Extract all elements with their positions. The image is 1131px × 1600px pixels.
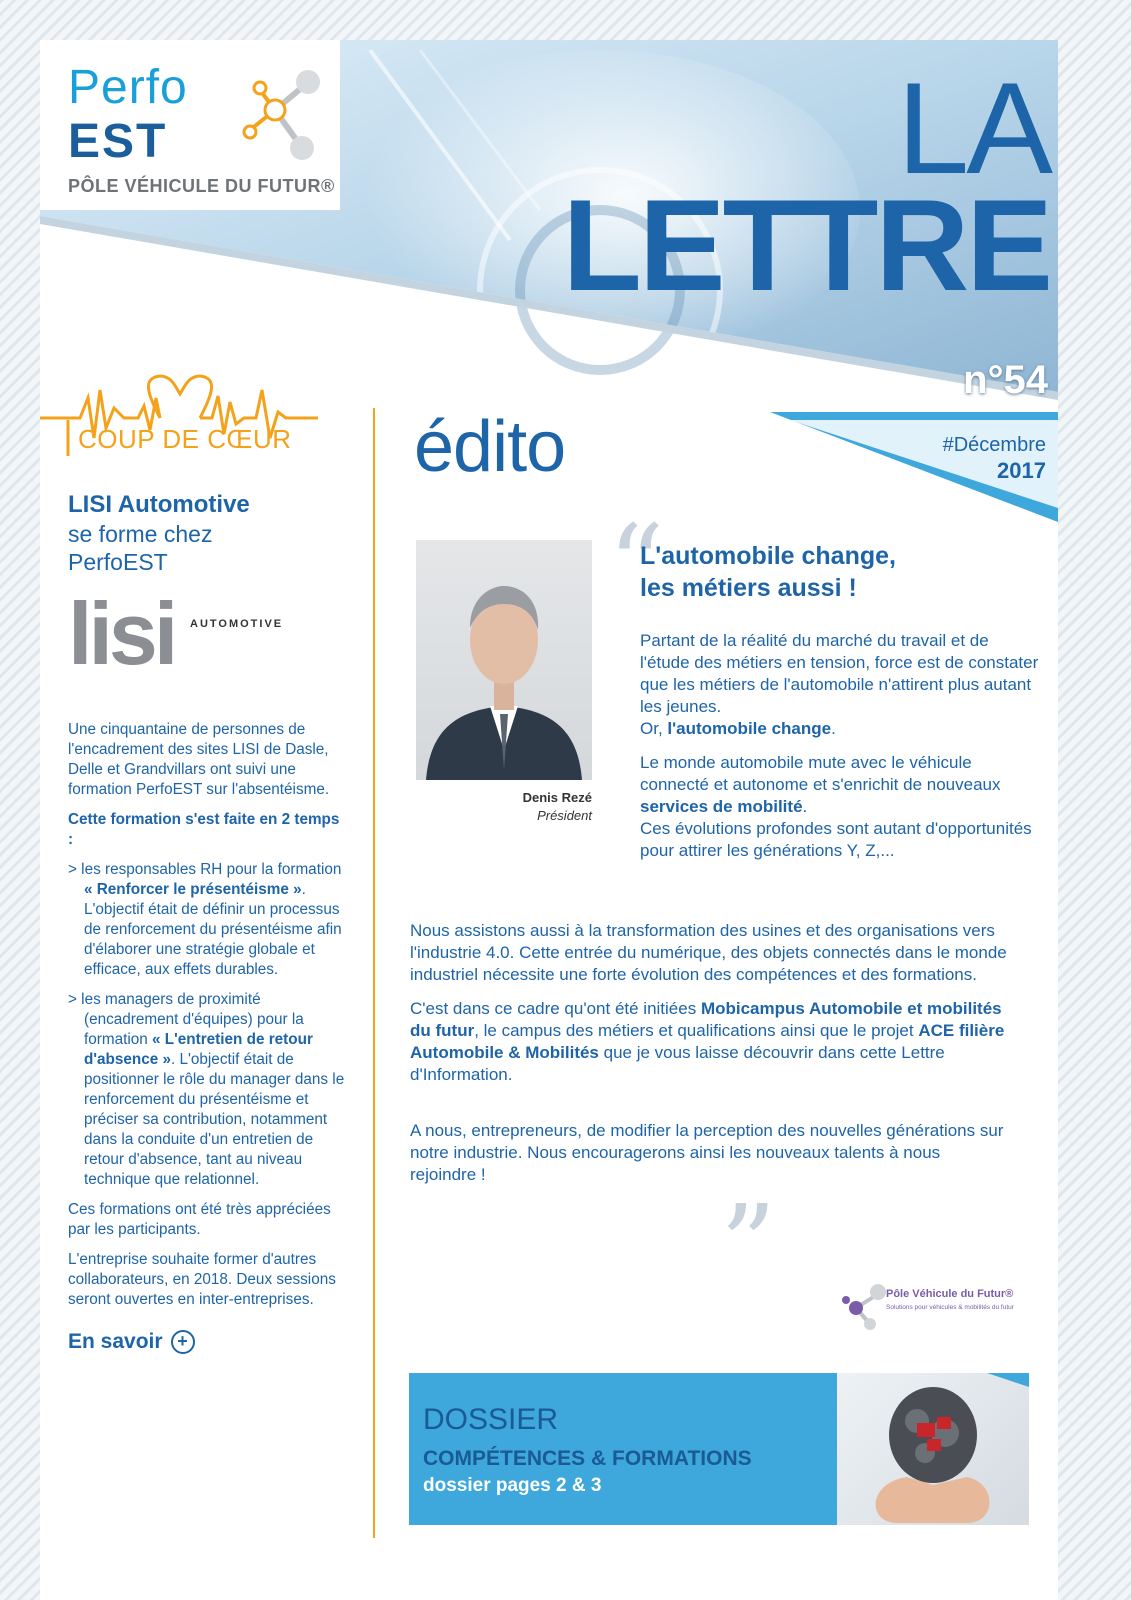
edito-para-4-c: , le campus des métiers et qualifications ainsi que le projet [474,1021,919,1040]
photo-caption-role: Président [537,808,592,823]
molecule-logo-icon [220,60,330,170]
edito-headline [640,540,1020,604]
edito-para-1b-prefix: Or, [640,719,668,738]
edito-para-2-line2: Ces évolutions profondes sont autant d'opportunités pour attirer les générations Y, Z,... [640,819,1032,860]
article-intro: Une cinquantaine de personnes de l'encadrement des sites LISI de Dasle, Delle et Grandvillars ont suivi une formation PerfoEST sur l'absentéisme. [68,721,330,798]
issue-number: n°54 [963,358,1048,402]
dossier-pages: dossier pages 2 & 3 [423,1475,602,1496]
issue-month: #Décembre [942,434,1046,456]
bullet-managers [68,990,348,1190]
bullet-rh [68,860,348,980]
column-divider [373,408,375,1538]
logo-est: EST [68,115,168,168]
edito-headline-2: les métiers aussi ! [640,574,857,602]
quote-close-icon: ” [720,1181,777,1309]
issue-year: 2017 [997,458,1046,483]
pole-logo-name: Pôle Véhicule du Futur® [886,1288,1014,1300]
logo-tagline: PÔLE VÉHICULE DU FUTUR® [68,176,335,196]
bullet-managers-bold: « L'entretien de retour d'absence » [84,1031,313,1068]
edito-para-2-bold: services de mobilité [640,797,803,816]
edito-para-3: Nous assistons aussi à la transformation des usines et des organisations vers l'industrie 4.0. Cette entrée du numérique, des objets connectés dans le monde industriel nécessite une forte évolution des compétences et des formations. [410,921,1007,984]
gear-head-image [837,1373,1029,1525]
en-savoir-link[interactable] [68,1330,348,1354]
bullet-managers-suffix: . L'objectif était de positionner le rôle du manager dans le renforcement du présentéisme et préciser sa contribution, notamment dans la conduite d'un entretien de retour d'absence, tant au niveau technique que relationnel. [84,1051,345,1188]
para-appreciated: Ces formations ont été très appréciées par les participants. [68,1201,331,1238]
dossier-banner[interactable] [409,1373,1029,1525]
president-photo [416,540,592,780]
bullet-rh-bold: « Renforcer le présentéisme » [84,881,302,898]
edito-headline-1: L'automobile change, [640,542,896,570]
edito-para-1: Partant de la réalité du marché du travail et de l'étude des métiers en tension, force est de constater que les métiers de l'automobile n'attirent plus autant les jeunes. [640,631,1039,716]
bullet-rh-suffix: . L'objectif était de définir un processus de renforcement du présentéisme afin d'élaborer une stratégie globale et efficace, aux effets durables. [84,881,342,978]
dossier-label: DOSSIER [423,1403,559,1436]
edito-heading: édito [414,407,566,487]
en-savoir-label[interactable]: En savoir [68,1330,163,1353]
edito-para-4-b: Mobicampus Automobile et mobilités du futur [410,999,1002,1040]
article-title: LISI Automotive [68,491,250,518]
edito-para-1b-suffix: . [831,719,836,738]
steps-heading: Cette formation s'est faite en 2 temps : [68,811,340,848]
masthead-lettre: LETTRE [562,172,1050,318]
edito-body-bottom [410,920,1010,1198]
para-future: L'entreprise souhaite former d'autres collaborateurs, en 2018. Deux sessions seront ouvertes en inter-entreprises. [68,1251,336,1308]
edito-para-2-suffix: . [802,797,808,816]
dossier-title: COMPÉTENCES & FORMATIONS [423,1447,752,1470]
edito-para-1b [640,718,1040,740]
edito-para-4-a: C'est dans ce cadre qu'ont été initiées [410,999,701,1018]
photo-caption-name: Denis Rezé [522,790,592,805]
lisi-logo-sub: AUTOMOTIVE [190,618,284,630]
edito-para-4-e: que je vous laisse découvrir dans cette Lettre d'Information. [410,1043,945,1084]
bullet-rh-prefix: > les responsables RH pour la formation [68,861,342,878]
logo-perfo: Perfo [68,61,188,114]
edito-para-2 [640,752,1040,862]
masthead-la: LA [896,55,1050,201]
portrait-image [416,540,592,780]
lisi-logo [68,584,348,700]
article-subtitle-2: PerfoEST [68,549,168,575]
coup-de-coeur-column [68,490,348,1354]
dossier-image [837,1373,1029,1525]
plus-circle-icon[interactable]: + [171,1330,195,1354]
edito-para-2-prefix: Le monde automobile mute avec le véhicule connecté et autonome et s'enrichit de nouveaux [640,753,1001,794]
edito-para-4-d: ACE filière Automobile & Mobilités [410,1021,1005,1062]
bullet-managers-prefix: > les managers de proximité (encadrement d'équipes) pour la formation [68,991,304,1048]
article-subtitle-1: se forme chez [68,521,213,547]
edito-para-4 [410,998,1010,1086]
pole-logo-tagline: Solutions pour véhicules & mobilités du futur [886,1304,1014,1311]
newsletter-page [40,40,1058,1600]
coup-de-coeur-label: COUP DE CŒUR [78,424,292,454]
edito-para-1b-bold: l'automobile change [667,719,832,738]
edito-para-5: A nous, entrepreneurs, de modifier la perception des nouvelles générations sur notre industrie. Nous encouragerons ainsi les nouveaux talents à nous rejoindre ! [410,1121,1004,1184]
quote-open-icon: “ [608,501,665,629]
masthead-title [562,55,1050,318]
lisi-logo-text: lisi [68,584,175,683]
edito-body-top [640,630,1040,874]
